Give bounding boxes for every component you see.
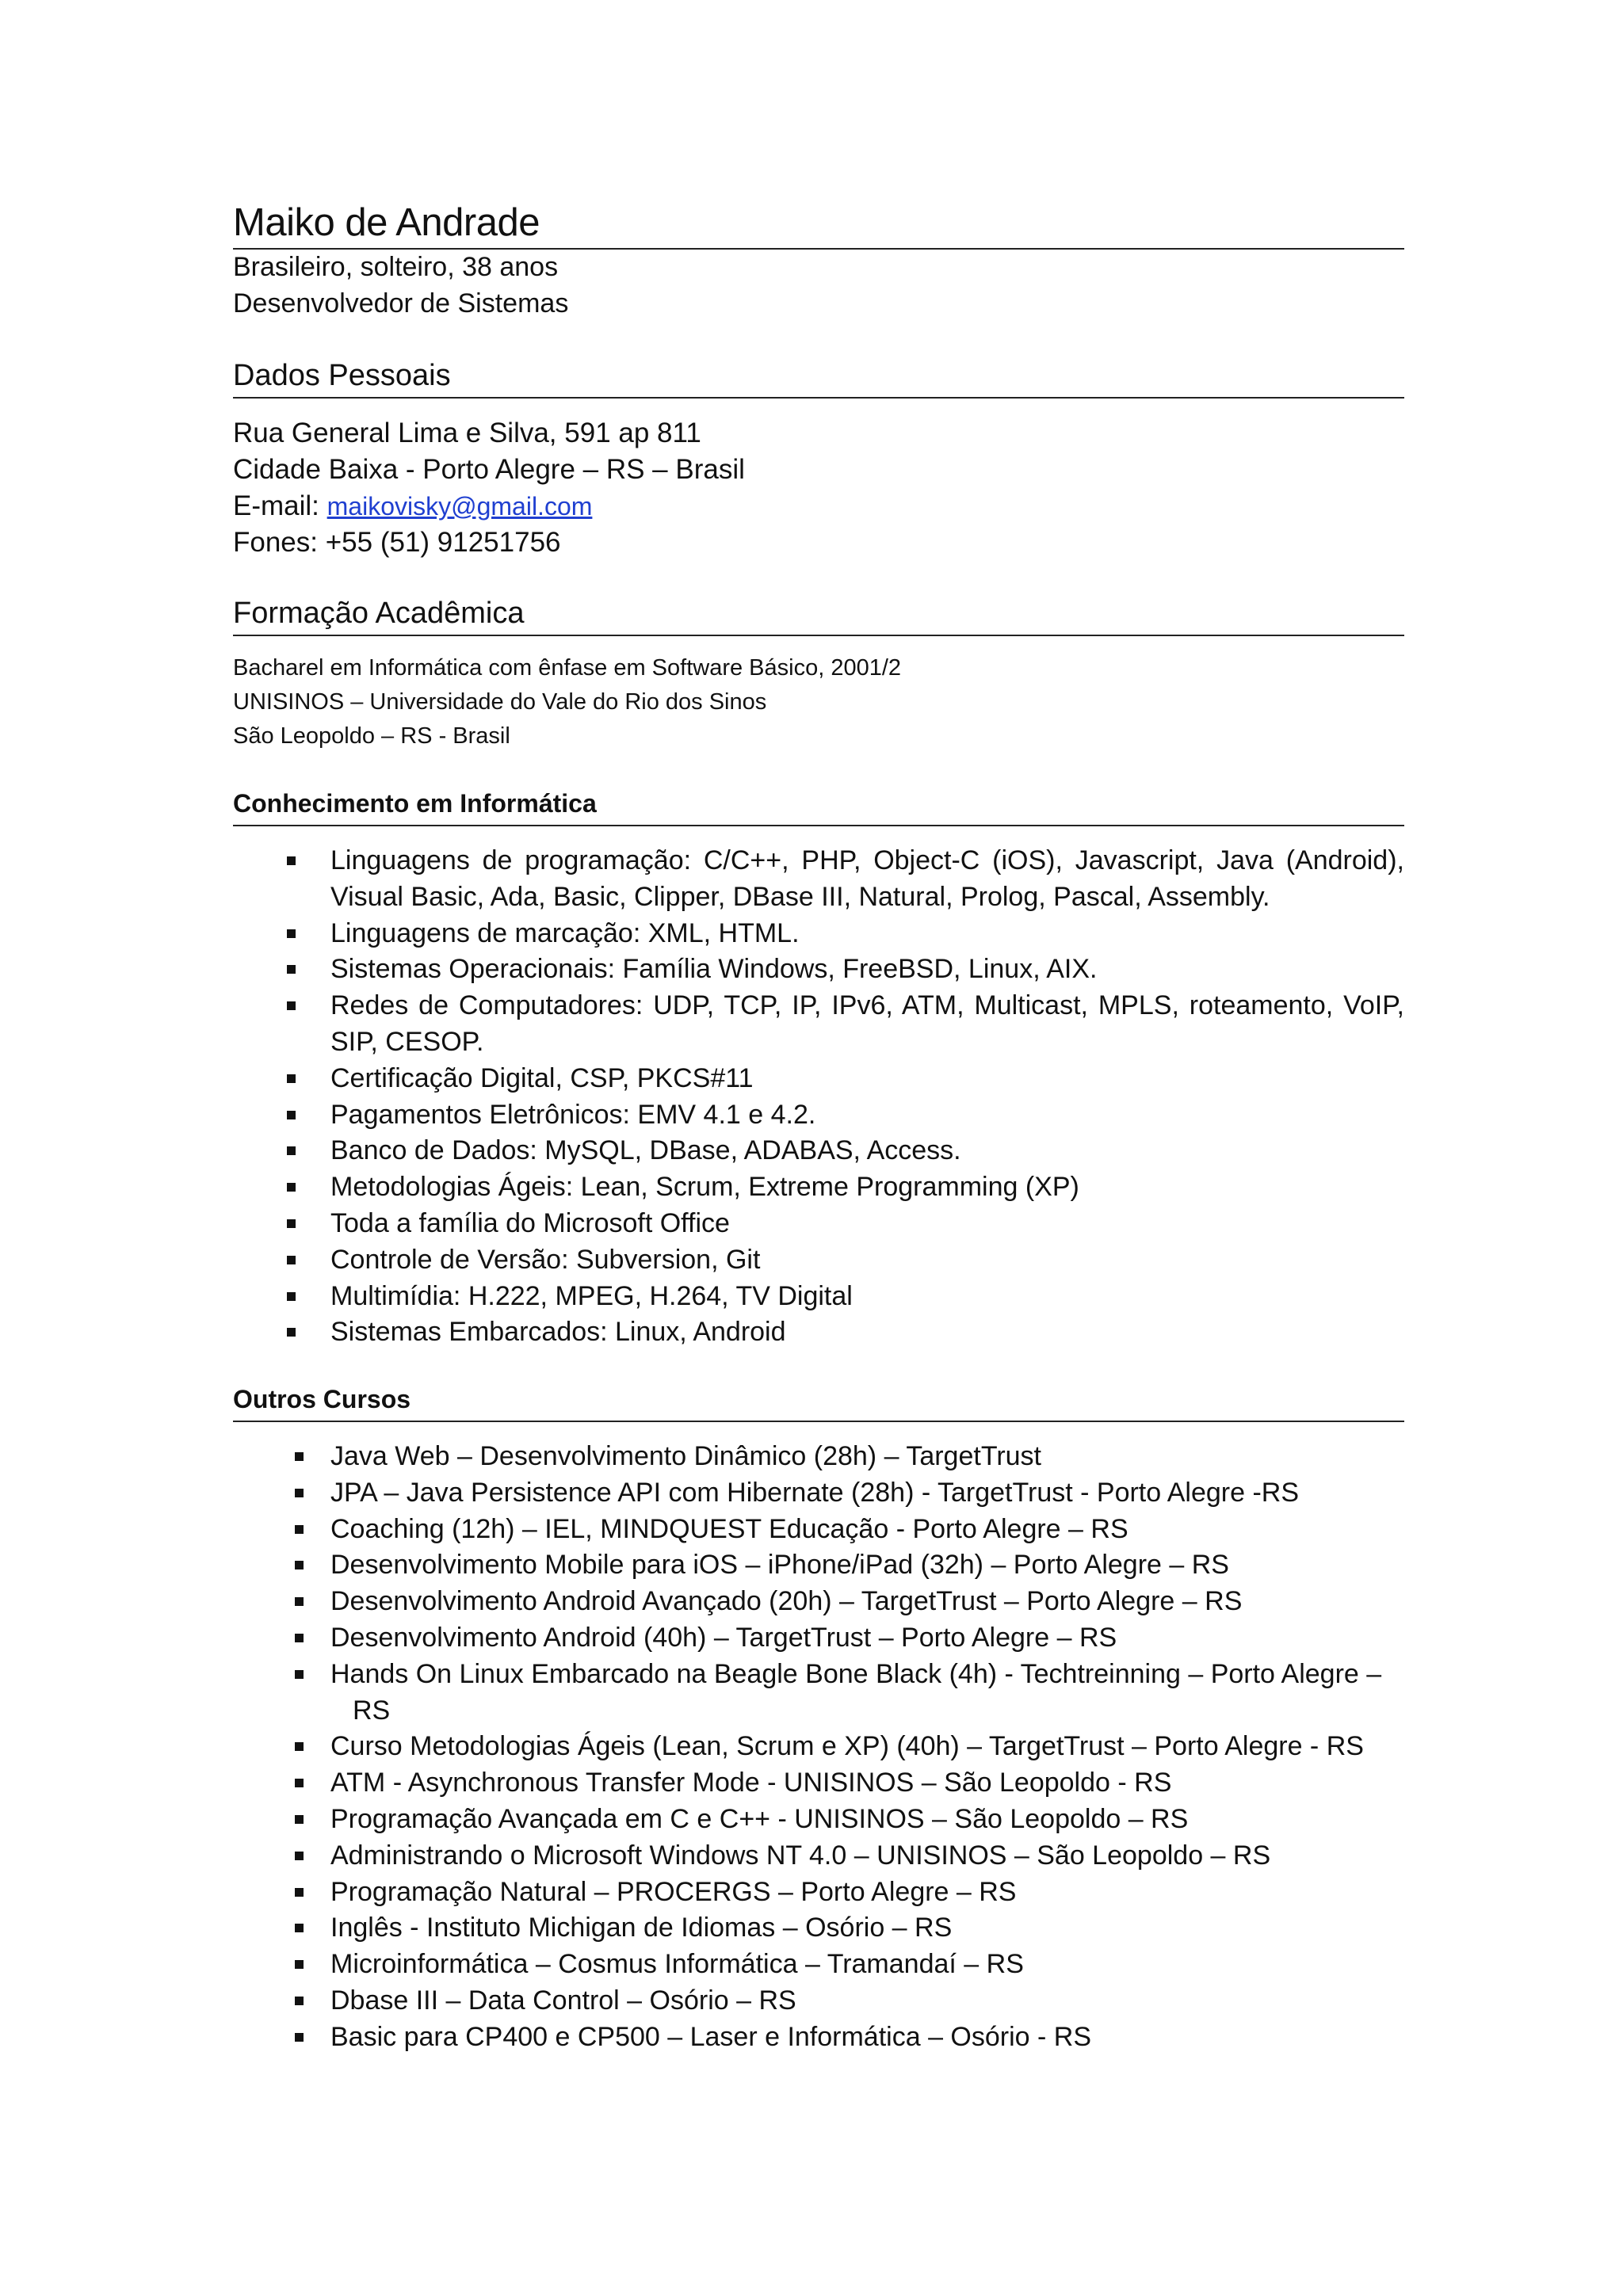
bullet-square-icon <box>295 1888 304 1897</box>
personal-info: Brasileiro, solteiro, 38 anos <box>233 252 559 282</box>
section-heading-conhecimento: Conhecimento em Informática <box>233 789 597 818</box>
list-item: Sistemas Operacionais: Família Windows, FreeBSD, Linux, AIX. <box>233 952 1404 988</box>
list-item: Multimídia: H.222, MPEG, H.264, TV Digital <box>233 1279 1404 1315</box>
bullet-square-icon <box>295 1779 304 1787</box>
bullet-square-icon <box>295 1924 304 1932</box>
bullet-square-icon <box>287 1074 296 1083</box>
list-item: Pagamentos Eletrônicos: EMV 4.1 e 4.2. <box>233 1097 1404 1134</box>
list-item: Certificação Digital, CSP, PKCS#11 <box>233 1061 1404 1097</box>
bullet-square-icon <box>287 1219 296 1228</box>
phone-line: Fones: +55 (51) 91251756 <box>233 527 561 558</box>
bullet-square-icon <box>295 1742 304 1751</box>
bullet-square-icon <box>295 1670 304 1679</box>
list-item: Basic para CP400 e CP500 – Laser e Informática – Osório - RS <box>233 2019 1404 2056</box>
formacao-divider <box>233 635 1404 636</box>
list-item: Microinformática – Cosmus Informática – Tramandaí – RS <box>233 1947 1404 1983</box>
list-item: Linguagens de programação: C/C++, PHP, Object-C (iOS), Javascript, Java (Android), Visual Basic, Ada, Basic, Clipper, DBase III, Natural, Prolog, Pascal, Assembly. <box>233 843 1404 916</box>
list-item: Programação Avançada em C e C++ - UNISINOS – São Leopoldo – RS <box>233 1802 1404 1838</box>
list-item: Hands On Linux Embarcado na Beagle Bone Black (4h) - Techtreinning – Porto Alegre – RS <box>233 1657 1404 1730</box>
list-item: Desenvolvimento Android (40h) – TargetTrust – Porto Alegre – RS <box>233 1620 1404 1657</box>
list-item: Curso Metodologias Ágeis (Lean, Scrum e XP) (40h) – TargetTrust – Porto Alegre - RS <box>233 1729 1404 1765</box>
address-line-1: Rua General Lima e Silva, 591 ap 811 <box>233 418 701 448</box>
bullet-square-icon <box>295 1561 304 1569</box>
list-item: JPA – Java Persistence API com Hibernate (28h) - TargetTrust - Porto Alegre -RS <box>233 1475 1404 1512</box>
email-row <box>233 488 592 524</box>
list-item: Linguagens de marcação: XML, HTML. <box>233 916 1404 952</box>
candidate-name: Maiko de Andrade <box>233 201 540 244</box>
outros-cursos-list <box>233 1439 1404 2056</box>
list-item: Programação Natural – PROCERGS – Porto Alegre – RS <box>233 1875 1404 1911</box>
formacao-line-university: UNISINOS – Universidade do Vale do Rio dos Sinos <box>233 689 767 715</box>
bullet-square-icon <box>295 1452 304 1461</box>
section-heading-outros-cursos: Outros Cursos <box>233 1385 411 1413</box>
bullet-square-icon <box>287 965 296 974</box>
bullet-square-icon <box>295 1597 304 1606</box>
job-title: Desenvolvedor de Sistemas <box>233 288 569 318</box>
address-line-2: Cidade Baixa - Porto Alegre – RS – Brasil <box>233 454 745 485</box>
list-item: Toda a família do Microsoft Office <box>233 1206 1404 1242</box>
list-item: Administrando o Microsoft Windows NT 4.0 – UNISINOS – São Leopoldo – RS <box>233 1838 1404 1875</box>
list-item: Banco de Dados: MySQL, DBase, ADABAS, Access. <box>233 1133 1404 1169</box>
conhecimento-divider <box>233 825 1404 826</box>
bullet-square-icon <box>287 1111 296 1119</box>
bullet-square-icon <box>295 1525 304 1534</box>
formacao-line-degree: Bacharel em Informática com ênfase em Software Básico, 2001/2 <box>233 655 902 681</box>
list-item: Coaching (12h) – IEL, MINDQUEST Educação - Porto Alegre – RS <box>233 1512 1404 1548</box>
list-item: Sistemas Embarcados: Linux, Android <box>233 1314 1404 1351</box>
email-link[interactable]: maikovisky@gmail.com <box>327 492 593 521</box>
bullet-square-icon <box>295 1997 304 2005</box>
bullet-square-icon <box>287 1001 296 1010</box>
bullet-square-icon <box>295 2033 304 2042</box>
bullet-square-icon <box>295 1852 304 1860</box>
bullet-square-icon <box>287 929 296 938</box>
list-item: Desenvolvimento Mobile para iOS – iPhone/iPad (32h) – Porto Alegre – RS <box>233 1547 1404 1584</box>
list-item: Java Web – Desenvolvimento Dinâmico (28h) – TargetTrust <box>233 1439 1404 1475</box>
bullet-square-icon <box>295 1960 304 1969</box>
list-item: Controle de Versão: Subversion, Git <box>233 1242 1404 1279</box>
list-item: ATM - Asynchronous Transfer Mode - UNISINOS – São Leopoldo - RS <box>233 1765 1404 1802</box>
bullet-square-icon <box>287 1256 296 1264</box>
bullet-square-icon <box>295 1815 304 1824</box>
conhecimento-list <box>233 843 1404 1351</box>
list-item: Desenvolvimento Android Avançado (20h) – TargetTrust – Porto Alegre – RS <box>233 1584 1404 1620</box>
list-item: Inglês - Instituto Michigan de Idiomas – Osório – RS <box>233 1910 1404 1947</box>
bullet-square-icon <box>287 1146 296 1155</box>
formacao-line-location: São Leopoldo – RS - Brasil <box>233 723 510 749</box>
bullet-square-icon <box>287 856 296 865</box>
outros-cursos-divider <box>233 1421 1404 1422</box>
list-item: Dbase III – Data Control – Osório – RS <box>233 1983 1404 2019</box>
list-item: Metodologias Ágeis: Lean, Scrum, Extreme Programming (XP) <box>233 1169 1404 1206</box>
dados-pessoais-divider <box>233 397 1404 399</box>
bullet-square-icon <box>287 1328 296 1337</box>
bullet-square-icon <box>287 1292 296 1301</box>
bullet-square-icon <box>295 1489 304 1497</box>
section-heading-dados-pessoais: Dados Pessoais <box>233 359 451 392</box>
bullet-square-icon <box>295 1634 304 1642</box>
list-item: Redes de Computadores: UDP, TCP, IP, IPv6, ATM, Multicast, MPLS, roteamento, VoIP, SIP, CESOP. <box>233 988 1404 1061</box>
section-heading-formacao: Formação Acadêmica <box>233 597 525 630</box>
email-label: E-mail: <box>233 490 327 521</box>
bullet-square-icon <box>287 1183 296 1192</box>
